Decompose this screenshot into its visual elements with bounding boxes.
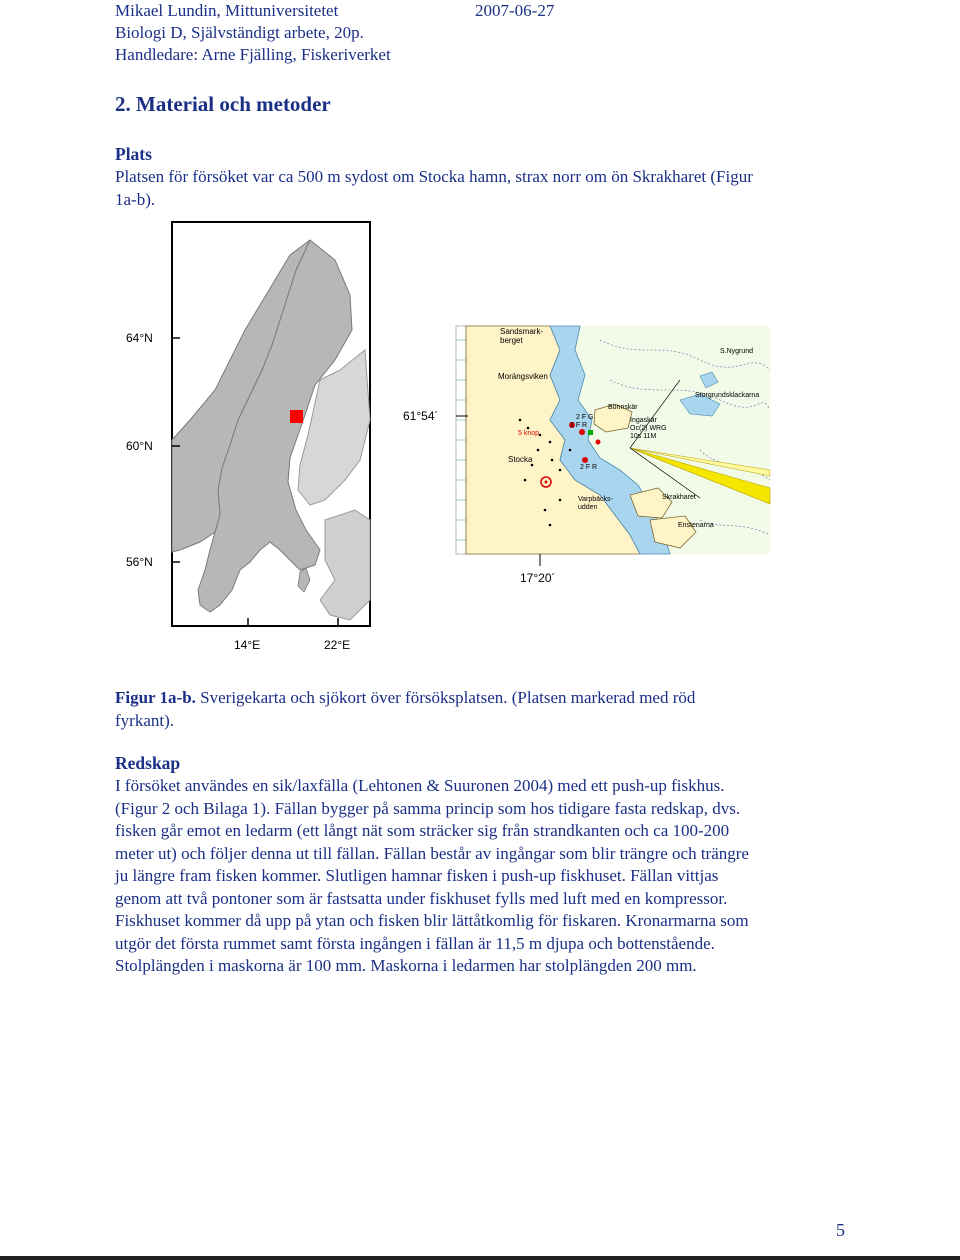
redskap-line: I försöket användes en sik/laxfälla (Lehtonen & Suuronen 2004) med ett push-up fiskhus. [115,776,725,795]
header-date: 2007-06-27 [475,1,555,20]
site-marker [290,410,303,423]
chart-name-ingaskar: Ingaskär [630,417,657,424]
redskap-heading: Redskap [115,753,181,773]
figure-caption-text: Sverigekarta och sjökort över försöksplatsen. (Platsen markerad med röd [195,688,696,707]
chart-name-skrakharet: Skrakharet [662,494,696,501]
redskap-line: utgör det första rummet samt första ingången i fällan är 11,5 m djupa och bottenstående. [115,933,715,953]
plats-line: 1a-b). [115,189,156,209]
chart-buoy-red-2: 2 F R [580,464,598,471]
redskap-paragraph [115,775,855,978]
chart-name-varpbacksudden: Varpbäcks-udden [578,496,613,511]
redskap-line: (Figur 2 och Bilaga 1). Fällan bygger på samma princip som hos tidigare fasta redskap, dvs. [115,798,741,818]
lat-label-64: 64°N [126,331,153,345]
redskap-line: Stolplängden i maskorna är 100 mm. Maskorna i ledarmen har stolplängden 200 mm. [115,956,697,975]
lat-label-60: 60°N [126,439,153,453]
chart-light-range: 10s 11M [630,433,657,440]
chart-name-sandsmarkberget: Sandsmark-berget [500,327,544,345]
redskap-line: meter ut) och följer denna ut till fällan. Fällan består av ingångar som blir trängre och trängre [115,843,749,863]
lon-label-14: 14°E [234,638,261,652]
chart-light-char: Oc(2) WRG [630,425,667,432]
chart-name-morangsviken: Morängsviken [498,372,548,381]
lon-label-22: 22°E [324,638,351,652]
chart-lon-label: 17°20´ [520,571,556,585]
chart-name-enstenarna: Enstenarna [678,522,714,529]
chart-name-storgrundsklackarna: Storgrundsklackarna [695,392,760,399]
bottom-rule [0,1256,960,1260]
header-author: Mikael Lundin, Mittuniversitetet [115,1,339,20]
figure-caption [115,687,855,732]
plats-line: Platsen för försöket var ca 500 m sydost om Stocka hamn, strax norr om ön Skrakharet (Figur [115,167,753,186]
chart-buoy-green: 2 F G [576,414,594,421]
chart-name-stocka: Stocka [508,455,533,464]
plats-paragraph [115,166,855,211]
lat-label-56: 56°N [126,555,153,569]
figure-caption-label: Figur 1a-b. [115,688,196,707]
page-number: 5 [836,1220,845,1240]
redskap-line: fisken går emot en ledarm (ett långt nät som sträcker sig från strandkanten och ca 100-200 [115,821,730,840]
section-title: 2. Material och metoder [115,92,331,116]
chart-name-bonnskar: Bönnskär [608,404,638,411]
figure-1a-sweden-map [120,220,380,660]
chart-speed-label: 5 knop [518,430,540,437]
redskap-line: ju längre fram fisken kommer. Slutligen hamnar fisken i push-up fiskhuset. Fällan vittjas [115,866,719,885]
header-supervisor: Handledare: Arne Fjälling, Fiskeriverket [115,45,391,64]
figure-1b-nautical-chart [400,320,780,590]
redskap-line: Fiskhuset kommer då upp på ytan och fisken blir lättåtkomlig för fiskaren. Kronarmarna som [115,911,749,930]
header-course: Biologi D, Självständigt arbete, 20p. [115,23,364,42]
plats-heading: Plats [115,144,152,164]
chart-buoy-red-1: 2 F R [570,422,588,429]
chart-name-snygrund: S.Nygrund [720,348,754,355]
chart-lat-label: 61°54´ [403,409,439,423]
redskap-line: genom att två pontoner som är fastsatta under fiskhuset fylls med luft med en kompressor. [115,888,728,908]
figure-caption-text: fyrkant). [115,710,175,730]
